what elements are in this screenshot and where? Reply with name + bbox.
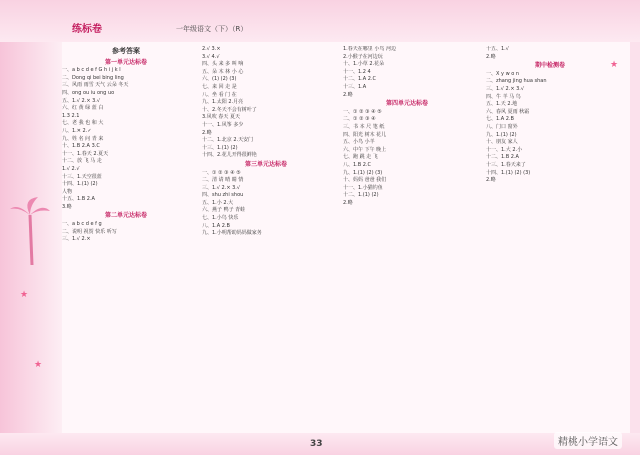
- answer-line: 八、门口 窗外: [486, 123, 518, 130]
- answer-line: 十四、2.花儿开得很鲜艳: [202, 152, 257, 159]
- answer-line: 七、老 我 也 和 大: [62, 120, 104, 127]
- answer-column-1: [62, 46, 190, 428]
- answer-line: 1.√ 2.√: [62, 165, 80, 172]
- answer-line: 十、妈妈 爸爸 我们: [343, 177, 387, 184]
- star-icon: ★: [20, 290, 29, 300]
- header-title: 练标卷: [72, 24, 102, 35]
- answer-lines: [343, 46, 471, 207]
- page-number: 33: [310, 439, 323, 449]
- answer-line: 十三、1.春天来了: [486, 161, 526, 168]
- answer-line: 七、1.小鸟 快乐: [202, 215, 239, 222]
- answer-main-title: 参考答案: [112, 47, 140, 55]
- answer-line: 2.略: [343, 199, 353, 206]
- answer-line: 十、1.B 2.A 3.C: [62, 143, 100, 150]
- answer-line: 六、(1) (2) (3): [202, 76, 237, 83]
- answer-line: 3.风吹 春天 夏天: [202, 114, 240, 121]
- answer-line: 六、燕子 鸭子 青蛙: [202, 207, 246, 214]
- answer-line: 十二、1.A 2.C: [343, 76, 377, 83]
- answer-line: 十三、1.天空很蓝: [62, 173, 102, 180]
- answer-line: 六、红 黄 绿 蓝 白: [62, 105, 104, 112]
- star-icon: ★: [34, 360, 43, 370]
- answer-line: 1.3 2.1: [62, 112, 80, 119]
- answer-line: 四、ong ou iu ong uo: [62, 89, 115, 96]
- answer-line: 十一、1.大 2.小: [486, 146, 523, 153]
- answer-line: 十一、1.2 4: [343, 68, 371, 75]
- answer-line: 十、1.小草 2.花朵: [343, 61, 385, 68]
- answer-line: 三、1.√ 2.× 3.√: [202, 184, 241, 191]
- answer-lines: [202, 46, 330, 238]
- answer-line: 一、① ② ③ ④ ⑤: [202, 169, 241, 176]
- answer-line: 十一、1.风筝 多少: [202, 121, 244, 128]
- answer-line: 2.略: [202, 129, 212, 136]
- answer-line: 九、1.(1) (2): [486, 131, 517, 138]
- answer-line: 十二、1.(1) (2): [343, 192, 379, 199]
- answer-line: 九、1.小明帮助妈妈做家务: [202, 230, 262, 237]
- answer-line: 四、头 来 多 叫 响: [202, 61, 244, 68]
- answer-line: 十一、1.小猫钓鱼: [343, 184, 383, 191]
- answer-line: 2.略: [486, 177, 496, 184]
- answer-line: 十二、放 飞 马 走: [62, 158, 102, 165]
- answer-line: 一、X y w o n: [486, 70, 520, 77]
- watermark-label: 精桃小学语文: [554, 432, 622, 449]
- answer-line: 三、1.√ 2.×: [62, 236, 91, 243]
- answer-line: 二、清 请 晴 睛 情: [202, 177, 244, 184]
- section-heading: 第一单元达标卷: [104, 58, 147, 66]
- answer-line: 五、1.√ 2.× 3.√: [62, 97, 101, 104]
- answer-line: 八、1.B 2.C: [343, 161, 372, 168]
- answer-line: 七、来 回 走 是: [202, 83, 237, 90]
- answer-line: 九、姓 名 问 青 来: [62, 135, 104, 142]
- section-heading: 期中检测卷: [534, 62, 565, 70]
- answer-line: 2.√ 3.×: [202, 46, 221, 52]
- section-heading: 第三单元达标卷: [244, 160, 287, 168]
- answer-column-2: [202, 46, 330, 428]
- answer-line: 二、① ② ③ ④: [343, 116, 376, 123]
- answer-line: 五、小鸟 小羊: [343, 139, 375, 146]
- answer-line: 1.春天在哪里 小鸟 河边: [343, 46, 396, 52]
- answer-line: 六、中午 下午 晚上: [343, 146, 387, 153]
- answer-line: 八、1.✕ 2.✓: [62, 127, 92, 134]
- answer-line: 七、1.A 2.B: [486, 116, 514, 123]
- answer-line: 十二、1.B 2.A: [486, 154, 519, 161]
- star-icon: ★: [610, 60, 619, 70]
- answer-lines: [486, 46, 614, 185]
- answer-line: 人物: [62, 188, 73, 195]
- answer-line: 三、风雨 雨雪 天气 云朵 冬天: [62, 82, 129, 89]
- answer-line: 十三、1.A: [343, 83, 367, 90]
- answer-line: 十一、1.春天 2.夏天: [62, 150, 109, 157]
- answer-line: 3.略: [62, 203, 72, 210]
- answer-line: 八、坐 看 门 在: [202, 91, 237, 98]
- answer-line: 七、跑 跳 走 飞: [343, 154, 378, 161]
- answer-line: 一、① ② ③ ④ ⑤: [343, 108, 382, 115]
- answer-line: 十四、1.(1) (2): [62, 181, 98, 188]
- palm-tree-icon: [8, 195, 52, 265]
- answer-line: 十、朋友 家人: [486, 139, 518, 146]
- header-subject: 一年级语文（下）（R）: [176, 25, 248, 33]
- answer-column-4: [486, 46, 614, 428]
- answer-line: 九、1.太阳 2.月亮: [202, 99, 244, 106]
- answer-line: 3.√ 4.√: [202, 53, 220, 60]
- answer-line: 五、朵 木 林 小 心: [202, 68, 244, 75]
- answer-line: 四、阳光 树木 花儿: [343, 131, 387, 138]
- answer-line: 十三、1.(1) (2): [202, 144, 238, 151]
- answer-line: 一、a b c d e f G h i j k l: [62, 67, 121, 74]
- answer-line: 二、Dong qi bei bing ling: [62, 74, 124, 81]
- section-heading: 第四单元达标卷: [385, 100, 428, 108]
- answer-line: 八、1.A 2.B: [202, 222, 230, 229]
- answer-line: 四、牛 羊 马 鸟: [486, 93, 521, 100]
- answer-line: 十五、1.B 2.A: [62, 196, 95, 203]
- answer-line: 五、1.天 2.地: [486, 101, 518, 108]
- answer-line: 九、1.(1) (2) (3): [343, 169, 383, 176]
- answer-line: 三、书 本 尺 笔 纸: [343, 123, 385, 130]
- answer-line: 十五、1.√: [486, 46, 509, 52]
- answer-line: 十、2.冬天不会有树叶了: [202, 106, 257, 113]
- section-heading: 第二单元达标卷: [104, 212, 147, 220]
- answer-line: 一、a b c d e f g: [62, 221, 102, 228]
- answer-line: 五、1.小 2.大: [202, 199, 234, 206]
- answer-line: 四、shu zhi shou: [202, 192, 244, 199]
- answer-line: 二、说明 祝贺 快乐 听写: [62, 228, 117, 235]
- answer-line: 2.略: [343, 91, 353, 98]
- answer-lines: [62, 59, 190, 244]
- right-decoration: [630, 42, 640, 455]
- answer-line: 二、zhang jing hua shan: [486, 78, 547, 85]
- answer-column-3: [343, 46, 471, 428]
- answer-line: 六、春风 夏雨 秋霜: [486, 108, 530, 115]
- answer-line: 2.小猴子在河边玩: [343, 53, 383, 60]
- answer-line: 十四、1.(1) (2) (3): [486, 169, 531, 176]
- answer-line: 2.略: [486, 53, 496, 60]
- answer-line: 三、1.√ 2.× 3.√: [486, 85, 525, 92]
- answer-line: 十二、1.北京 2.天安门: [202, 137, 254, 144]
